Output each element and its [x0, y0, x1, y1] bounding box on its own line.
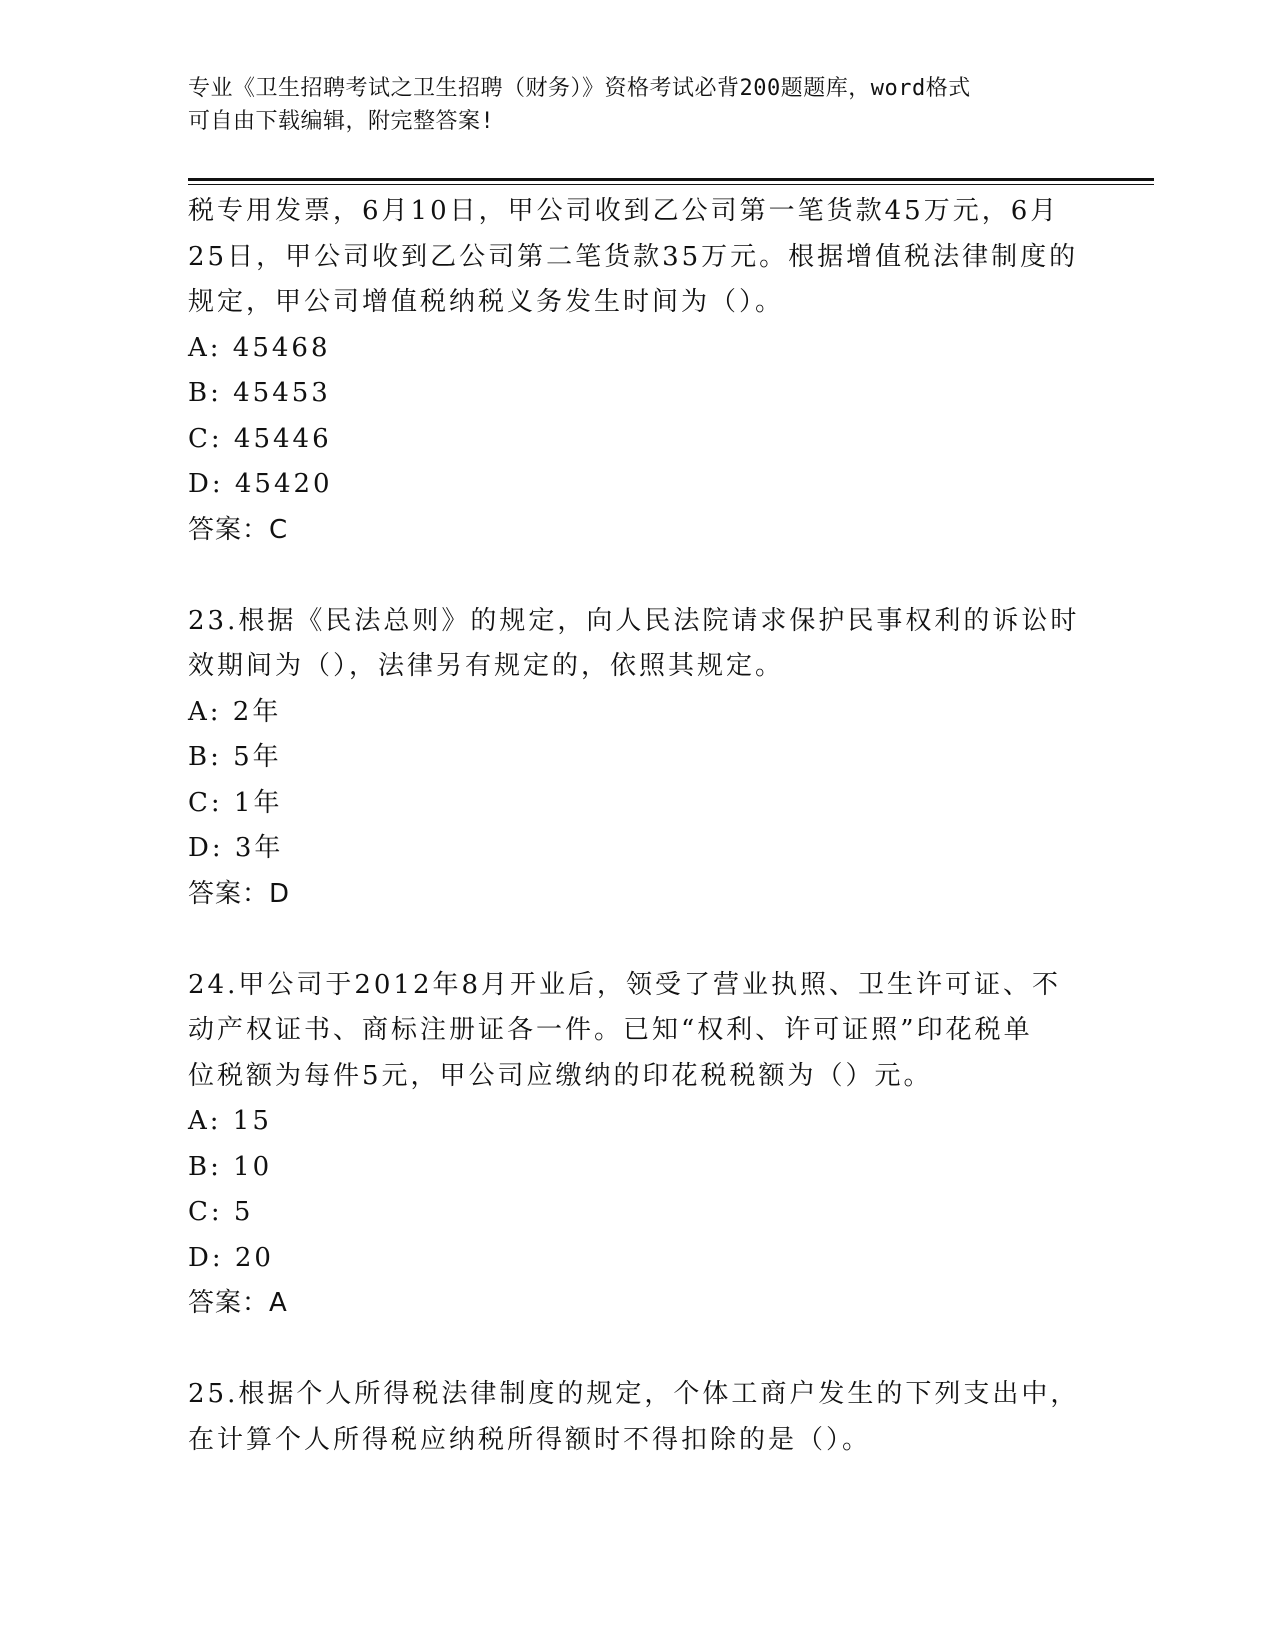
question-stem-line: 25日，甲公司收到乙公司第二笔货款35万元。根据增值税法律制度的	[188, 241, 1079, 272]
question-23	[188, 599, 1088, 918]
option-b: B: 5年	[188, 742, 282, 772]
option-a: A: 45468	[188, 332, 331, 363]
spacer	[188, 1327, 1088, 1373]
header-title-line-1: 专业《卫生招聘考试之卫生招聘（财务）》资格考试必背200题题库，word格式	[188, 76, 971, 101]
question-stem-line: 税专用发票，6月10日，甲公司收到乙公司第一笔货款45万元，6月	[188, 196, 1060, 226]
spacer	[188, 917, 1088, 963]
option-a: A: 2年	[188, 696, 282, 727]
option-c: C: 1年	[188, 787, 283, 818]
answer-line: 答案：A	[188, 1288, 288, 1318]
question-stem-line: 24.甲公司于2012年8月开业后，领受了营业执照、卫生许可证、不	[188, 969, 1062, 1000]
question-stem-line: 25.根据个人所得税法律制度的规定，个体工商户发生的下列支出中，	[188, 1379, 1080, 1409]
option-c: C: 5	[188, 1197, 254, 1227]
question-stem-line: 位税额为每件5元，甲公司应缴纳的印花税税额为（）元。	[188, 1060, 933, 1091]
question-25	[188, 1372, 1088, 1463]
question-stem-line: 动产权证书、商标注册证各一件。已知“权利、许可证照”印花税单	[188, 1015, 1033, 1045]
question-stem-line: 规定，甲公司增值税纳税义务发生时间为（）。	[188, 287, 785, 317]
spacer	[188, 553, 1088, 599]
option-b: B: 45453	[188, 378, 331, 408]
answer-line: 答案：C	[188, 514, 289, 545]
question-content	[188, 189, 1088, 1463]
option-a: A: 15	[188, 1106, 272, 1136]
option-d: D: 45420	[188, 469, 333, 499]
header-divider-thin	[188, 184, 1154, 185]
document-header	[188, 72, 1068, 138]
question-stem-line: 23.根据《民法总则》的规定，向人民法院请求保护民事权利的诉讼时	[188, 605, 1080, 636]
question-stem-line: 在计算个人所得税应纳税所得额时不得扣除的是（）。	[188, 1424, 872, 1455]
answer-line: 答案：D	[188, 878, 291, 909]
option-d: D: 3年	[188, 833, 284, 863]
question-stem-line: 效期间为（），法律另有规定的，依照其规定。	[188, 651, 785, 681]
header-divider-thick	[188, 178, 1154, 181]
option-b: B: 10	[188, 1151, 273, 1182]
question-22-continued	[188, 189, 1088, 553]
option-d: D: 20	[188, 1242, 274, 1273]
question-24	[188, 963, 1088, 1327]
option-c: C: 45446	[188, 423, 332, 454]
header-title-line-2: 可自由下载编辑，附完整答案!	[188, 109, 495, 134]
